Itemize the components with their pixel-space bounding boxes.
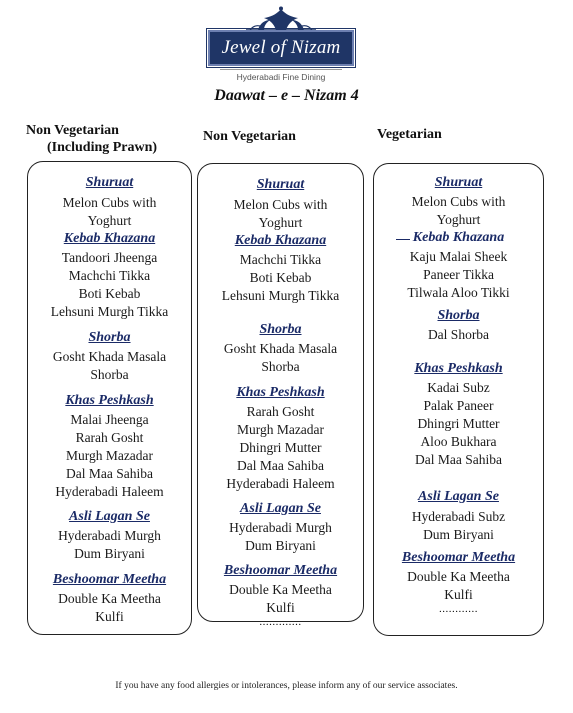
column-heading-veg: Vegetarian — [377, 127, 442, 142]
logo-plate — [208, 30, 354, 66]
section-title-asli-lagan-se: Asli Lagan Se — [418, 489, 499, 504]
menu-item: Double Ka Meetha — [407, 569, 510, 584]
section-title-beshoomar-meetha: Beshoomar Meetha — [401, 550, 516, 565]
menu-item: Machchi Tikka — [239, 252, 322, 267]
menu-item: Dal Shorba — [427, 327, 490, 342]
menu-item: Yoghurt — [436, 212, 481, 227]
section-title-asli-lagan-se: Asli Lagan Se — [69, 509, 150, 524]
section-title-text: Kebab Khazana — [412, 230, 505, 245]
menu-item: Kulfi — [266, 600, 295, 615]
logo-divider — [220, 69, 342, 70]
menu-item: Hyderabadi Haleem — [55, 484, 164, 499]
menu-item: Kulfi — [95, 609, 124, 624]
section-title-shuruat: Shuruat — [434, 175, 483, 190]
dash-ornament-icon — [396, 239, 410, 240]
menu-panel-veg — [373, 163, 544, 636]
ellipsis-dots: ............ — [439, 603, 478, 615]
section-title-beshoomar-meetha: Beshoomar Meetha — [52, 572, 167, 587]
menu-item: Aloo Bukhara — [420, 434, 497, 449]
menu-item: Dal Maa Sahiba — [66, 466, 153, 481]
section-title-khas-peshkash: Khas Peshkash — [414, 361, 503, 376]
logo-name: Jewel of Nizam — [221, 37, 341, 58]
menu-item: Shorba — [261, 359, 300, 374]
menu-item: Yoghurt — [258, 215, 303, 230]
menu-item: Dhingri Mutter — [417, 416, 500, 431]
menu-item: Melon Cubs with — [411, 194, 506, 209]
menu-item: Tandoori Jheenga — [61, 250, 158, 265]
menu-item: Malai Jheenga — [70, 412, 149, 427]
menu-item: Murgh Mazadar — [65, 448, 154, 463]
column-heading-line1: Non Vegetarian — [26, 123, 119, 138]
section-title-asli-lagan-se: Asli Lagan Se — [240, 501, 321, 516]
menu-item: Kaju Malai Sheek — [409, 249, 508, 264]
menu-item: Dal Maa Sahiba — [237, 458, 324, 473]
section-title-kebab-khazana: Kebab Khazana — [234, 233, 327, 248]
menu-item: Double Ka Meetha — [58, 591, 161, 606]
section-title-khas-peshkash: Khas Peshkash — [65, 393, 154, 408]
section-title-shorba: Shorba — [88, 330, 131, 345]
section-title-shorba: Shorba — [437, 308, 480, 323]
menu-item: Rarah Gosht — [246, 404, 315, 419]
section-title-kebab-khazana — [374, 230, 543, 246]
menu-item: Yoghurt — [87, 213, 132, 228]
section-title-shuruat: Shuruat — [85, 175, 134, 190]
menu-panel-nonveg — [197, 163, 364, 628]
menu-title: Daawat – e – Nizam 4 — [214, 87, 359, 104]
menu-item: Tilwala Aloo Tikki — [407, 285, 510, 300]
menu-item: Shorba — [90, 367, 129, 382]
menu-item: Palak Paneer — [423, 398, 494, 413]
menu-item: Hyderabadi Murgh — [229, 520, 332, 535]
menu-item: Rarah Gosht — [75, 430, 144, 445]
menu-item: Kadai Subz — [427, 380, 490, 395]
menu-item: Dhingri Mutter — [239, 440, 322, 455]
menu-item: Double Ka Meetha — [229, 582, 332, 597]
menu-item: Kulfi — [444, 587, 473, 602]
menu-item: Dum Biryani — [74, 546, 145, 561]
allergy-notice: If you have any food allergies or intolerances, please inform any of our service associates. — [115, 681, 458, 691]
menu-panel-nonveg-prawn — [27, 161, 192, 635]
ellipsis-dots: ............. — [259, 616, 302, 628]
menu-item: Lehsuni Murgh Tikka — [50, 304, 169, 319]
section-title-shuruat: Shuruat — [256, 177, 305, 192]
menu-item: Hyderabadi Murgh — [58, 528, 161, 543]
menu-item: Dum Biryani — [245, 538, 316, 553]
section-title-kebab-khazana: Kebab Khazana — [63, 231, 156, 246]
column-heading-nonveg: Non Vegetarian — [203, 129, 296, 144]
menu-item: Melon Cubs with — [233, 197, 328, 212]
menu-item: Gosht Khada Masala — [52, 349, 167, 364]
column-heading-nonveg-prawn — [26, 122, 157, 156]
menu-item: Lehsuni Murgh Tikka — [221, 288, 340, 303]
section-title-beshoomar-meetha: Beshoomar Meetha — [223, 563, 338, 578]
menu-item: Melon Cubs with — [62, 195, 157, 210]
menu-item: Hyderabadi Haleem — [226, 476, 335, 491]
section-title-shorba: Shorba — [259, 322, 302, 337]
menu-item: Dum Biryani — [423, 527, 494, 542]
menu-item: Gosht Khada Masala — [223, 341, 338, 356]
menu-item: Murgh Mazadar — [236, 422, 325, 437]
column-heading-line2: (Including Prawn) — [47, 140, 158, 155]
menu-item: Hyderabadi Subz — [411, 509, 506, 524]
menu-item: Boti Kebab — [249, 270, 312, 285]
restaurant-logo — [198, 6, 364, 88]
logo-tagline: Hyderabadi Fine Dining — [236, 72, 326, 82]
menu-item: Boti Kebab — [78, 286, 141, 301]
menu-item: Machchi Tikka — [68, 268, 151, 283]
menu-item: Dal Maa Sahiba — [415, 452, 502, 467]
menu-item: Paneer Tikka — [423, 267, 494, 282]
section-title-khas-peshkash: Khas Peshkash — [236, 385, 325, 400]
